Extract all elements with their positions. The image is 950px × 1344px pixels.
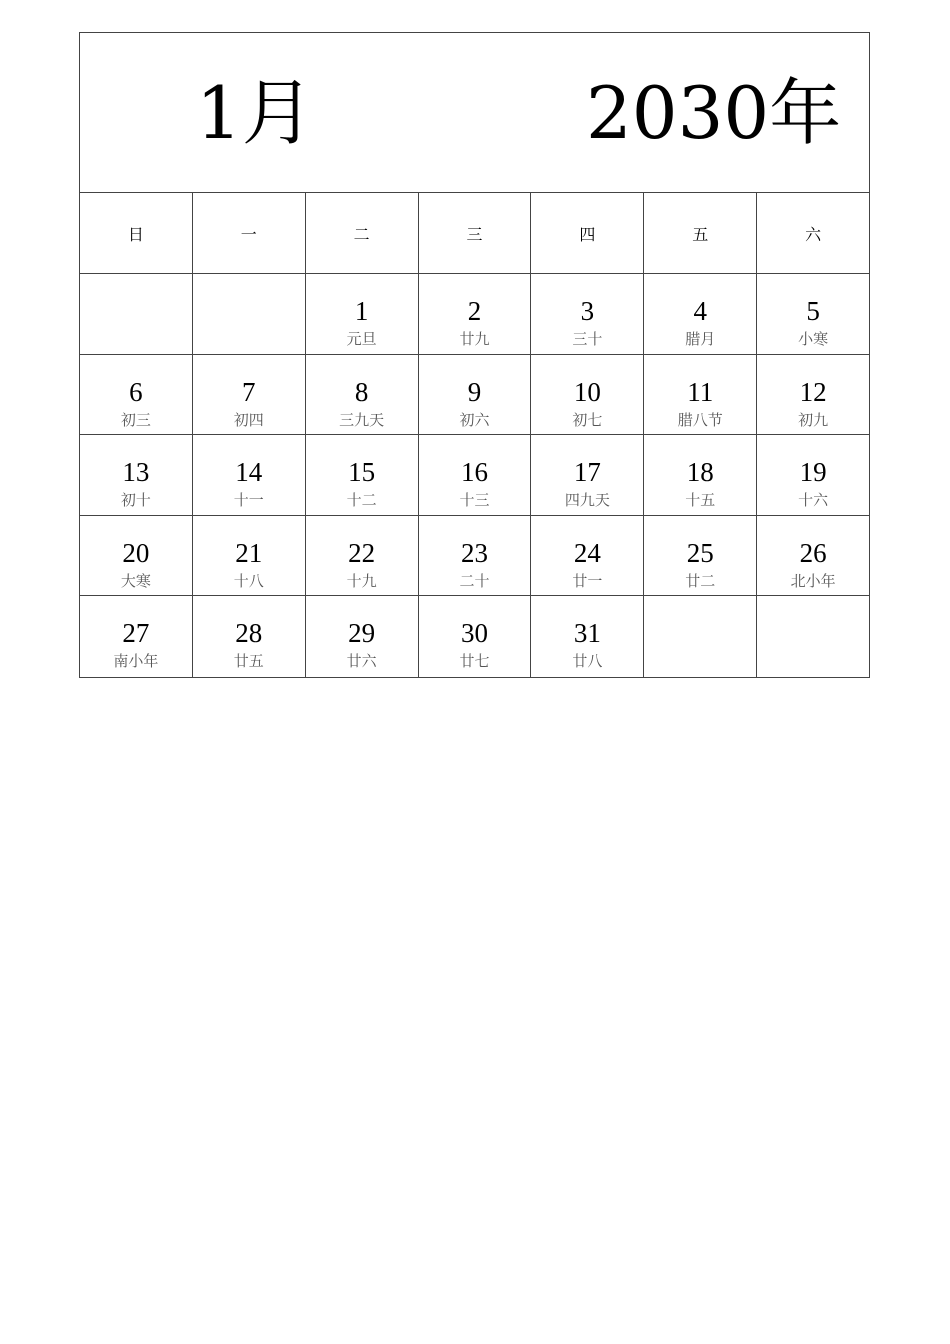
- day-cell: [193, 596, 306, 677]
- lunar-label: 廿六: [346, 652, 377, 671]
- lunar-label: 三九天: [339, 410, 385, 429]
- day-cell: [80, 516, 193, 596]
- day-number: 17: [573, 457, 601, 488]
- day-cell: [193, 435, 306, 515]
- day-number: 14: [235, 457, 263, 488]
- day-number: 23: [461, 537, 488, 568]
- day-number: 5: [806, 296, 820, 326]
- day-number: 21: [235, 537, 263, 568]
- day-cell: [644, 274, 757, 354]
- lunar-label: 元旦: [346, 330, 377, 348]
- day-number: 20: [122, 537, 150, 568]
- lunar-label: 南小年: [113, 652, 159, 671]
- weekday-fri: 五: [644, 193, 757, 273]
- day-number: 6: [129, 376, 143, 407]
- lunar-label: 二十: [459, 571, 490, 590]
- day-cell: [419, 516, 532, 596]
- lunar-label: 大寒: [120, 571, 151, 590]
- day-number: 8: [354, 376, 369, 407]
- day-number: 10: [573, 376, 601, 407]
- day-number: 7: [242, 376, 256, 407]
- lunar-label: 十三: [459, 491, 490, 510]
- week-row-5: [80, 596, 869, 677]
- day-cell: [419, 274, 532, 354]
- day-number: 2: [467, 296, 482, 326]
- lunar-label: 初四: [233, 410, 264, 429]
- day-number: 24: [573, 537, 601, 568]
- week-row-4: [80, 516, 869, 597]
- day-number: 12: [799, 376, 827, 407]
- day-cell: [80, 274, 193, 354]
- month-title: 1月: [196, 71, 314, 155]
- day-number: 4: [693, 296, 707, 326]
- lunar-label: 初十: [120, 491, 151, 510]
- week-row-2: [80, 355, 869, 436]
- day-cell: [757, 355, 869, 435]
- weekday-tue: 二: [306, 193, 419, 273]
- day-number: 1: [354, 296, 369, 326]
- day-cell: [531, 274, 644, 354]
- lunar-label: 初九: [798, 410, 829, 429]
- week-row-1: [80, 274, 869, 355]
- lunar-label: 小寒: [798, 330, 829, 348]
- day-number: 13: [122, 457, 150, 488]
- day-cell: [193, 355, 306, 435]
- day-cell: [419, 355, 532, 435]
- day-cell: [644, 596, 757, 677]
- weekday-mon: 一: [193, 193, 306, 273]
- day-cell: [531, 355, 644, 435]
- lunar-label: 腊月: [685, 330, 716, 348]
- day-cell: [306, 274, 419, 354]
- lunar-label: 十五: [685, 491, 716, 510]
- day-number: 3: [580, 296, 595, 326]
- lunar-label: 三十: [572, 330, 603, 348]
- day-cell: [757, 516, 869, 596]
- calendar: [79, 32, 870, 678]
- weekday-wed: 三: [419, 193, 532, 273]
- day-cell: [757, 435, 869, 515]
- day-number: 22: [348, 537, 376, 568]
- lunar-label: 四九天: [564, 491, 610, 510]
- day-cell: [757, 274, 869, 354]
- day-cell: [193, 516, 306, 596]
- day-number: 31: [573, 618, 601, 649]
- day-cell: [644, 355, 757, 435]
- day-number: 29: [348, 618, 376, 649]
- day-cell: [193, 274, 306, 354]
- day-number: 26: [799, 537, 827, 568]
- calendar-header: [80, 33, 869, 193]
- day-cell: [531, 435, 644, 515]
- lunar-label: 十九: [346, 571, 377, 590]
- day-number: 27: [122, 618, 150, 649]
- lunar-label: 北小年: [790, 571, 836, 590]
- day-cell: [531, 596, 644, 677]
- day-number: 15: [348, 457, 376, 488]
- week-row-3: [80, 435, 869, 516]
- weekday-sat: 六: [805, 224, 822, 244]
- weekday-sun: 日: [80, 193, 193, 273]
- lunar-label: 廿七: [459, 652, 490, 671]
- lunar-label: 廿八: [572, 652, 603, 671]
- day-number: 28: [235, 618, 263, 649]
- day-cell: [644, 435, 757, 515]
- day-cell: [644, 516, 757, 596]
- day-cell: [419, 596, 532, 677]
- day-cell: [306, 355, 419, 435]
- day-cell: [80, 355, 193, 435]
- day-number: 18: [686, 457, 714, 488]
- weekday-thu: 四: [531, 193, 644, 273]
- lunar-label: 十一: [233, 491, 264, 510]
- day-cell: [80, 435, 193, 515]
- lunar-label: 廿一: [572, 571, 603, 590]
- day-number: 25: [686, 537, 714, 568]
- day-cell: [80, 596, 193, 677]
- day-number: 30: [461, 618, 488, 649]
- day-cell: [531, 516, 644, 596]
- lunar-label: 十二: [346, 491, 377, 510]
- lunar-label: 腊八节: [677, 410, 723, 429]
- year-title: 2030年: [586, 71, 842, 155]
- lunar-label: 十六: [798, 491, 829, 510]
- lunar-label: 廿二: [685, 571, 716, 590]
- day-cell: [306, 596, 419, 677]
- lunar-label: 廿九: [459, 330, 490, 348]
- day-number: 19: [799, 457, 827, 488]
- lunar-label: 初三: [120, 410, 151, 429]
- weekday-row: [80, 193, 869, 274]
- day-number: 9: [467, 376, 482, 407]
- day-number: 16: [461, 457, 488, 488]
- lunar-label: 廿五: [233, 652, 264, 671]
- day-cell: [757, 596, 869, 677]
- day-number: 11: [687, 376, 714, 407]
- lunar-label: 初七: [572, 410, 603, 429]
- day-cell: [306, 516, 419, 596]
- day-cell: [419, 435, 532, 515]
- lunar-label: 十八: [233, 571, 264, 590]
- day-cell: [306, 435, 419, 515]
- lunar-label: 初六: [459, 410, 490, 429]
